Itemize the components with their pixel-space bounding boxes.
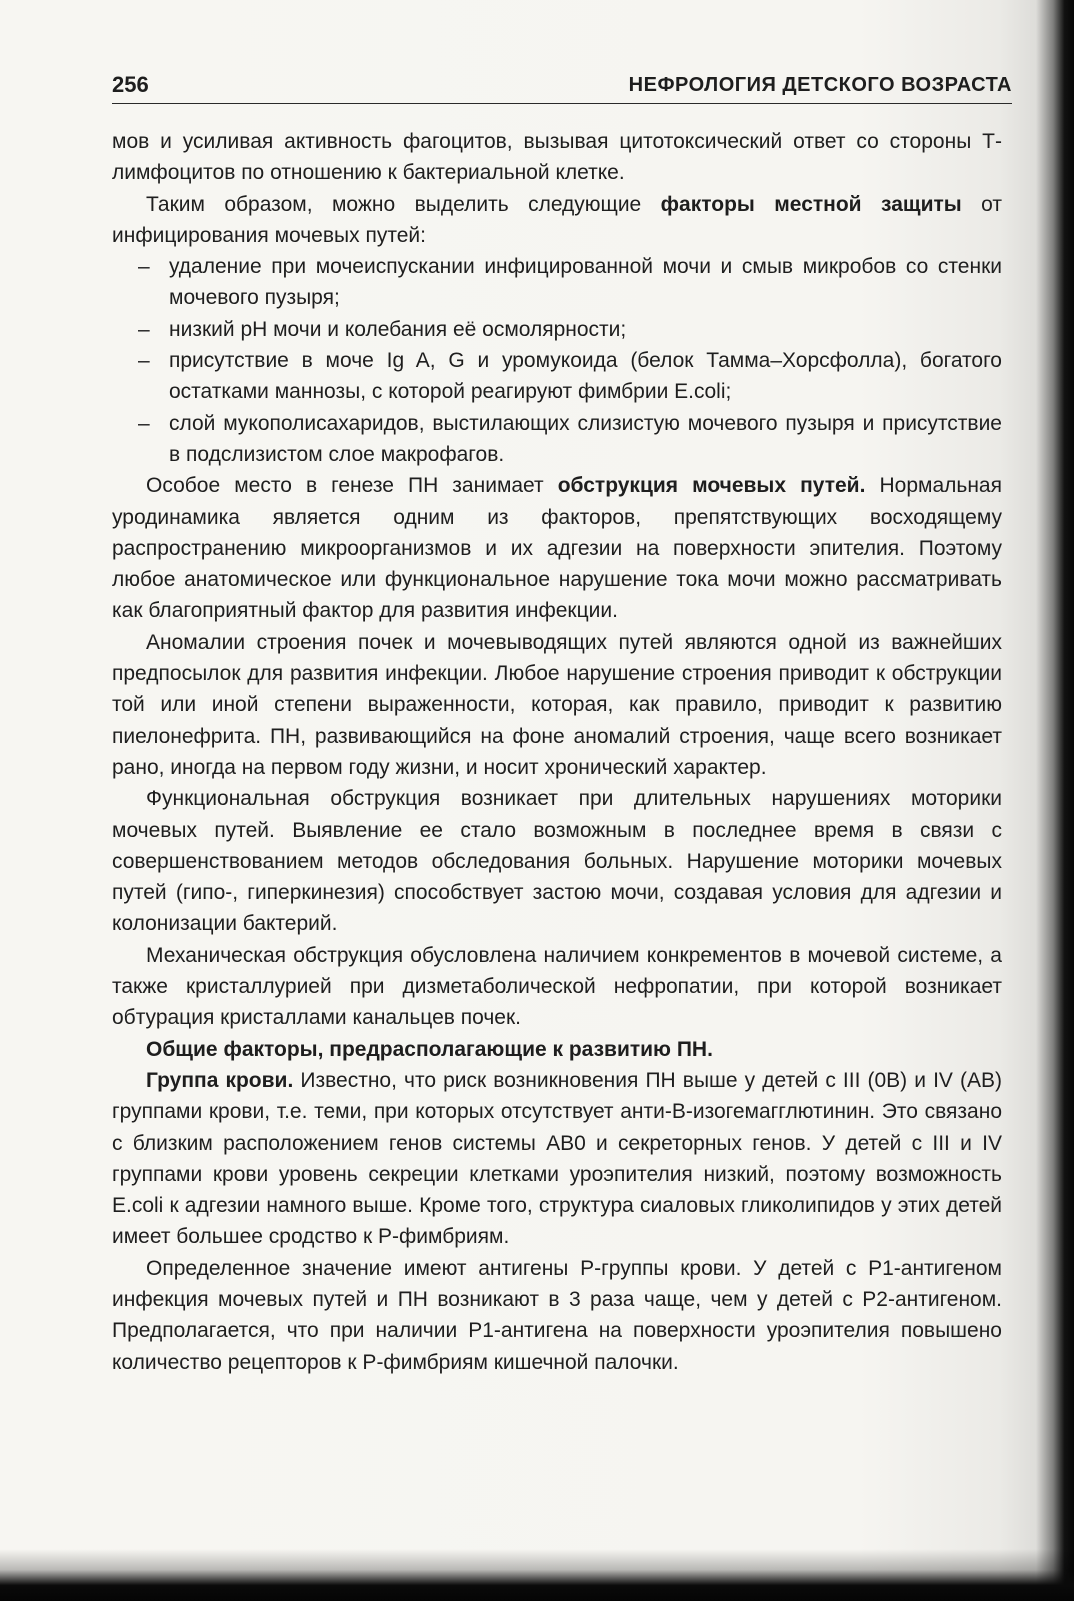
paragraph-text: Известно, что риск возникновения ПН выше у детей с III (0B) и IV (AB) группами крови, т.е. теми, при которых отсутствует анти-В-изогемагглютинин. Это связано с близким расположением генов системы АВ0 и секреторных генов. У детей с III и IV группами крови уровень секреции клетками уроэпителия низкий, поэтому возможность E.coli к адгезии намного выше. Кроме того, структура сиаловых гликолипидов у этих детей имеет большее сродство к Р-фимбриям. xyxy=(112,1068,1002,1249)
page-number: 256 xyxy=(112,72,149,97)
list-dash: – xyxy=(138,317,150,341)
list-item-text: низкий pH мочи и колебания её осмолярности; xyxy=(169,317,627,341)
bold-term: Группа крови. xyxy=(146,1068,294,1092)
paragraph-text: от инфицирования мочевых путей: xyxy=(112,192,1002,247)
list-item xyxy=(112,314,1002,345)
paragraph-text: Особое место в генезе ПН занимает xyxy=(146,474,558,498)
defense-factor-list xyxy=(112,251,1002,470)
page-header xyxy=(112,72,1012,104)
paragraph-blood-group xyxy=(112,1065,1002,1253)
paragraph-p-antigens: Определенное значение имеют антигены Р-группы крови. У детей с Р1-антигеном инфекция мочевых путей и ПН возникают в 3 раза чаще, чем у детей с Р2-антигеном. Предполагается, что при наличии Р1-антигена на поверхности уроэпителия повышено количество рецепторов к Р-фимбриям кишечной палочки. xyxy=(112,1256,1002,1374)
paragraph-text: Таким образом, можно выделить следующие xyxy=(146,192,661,216)
bold-term: обструкция мочевых путей. xyxy=(557,474,866,498)
list-item-text: слой мукополисахаридов, выстилающих слизистую мочевого пузыря и присутствие в подслизистом слое макрофагов. xyxy=(169,411,1002,466)
bold-term: факторы местной защиты xyxy=(660,192,962,216)
header-rule xyxy=(112,103,1012,104)
paragraph-functional-obstruction: Функциональная обструкция возникает при длительных нарушениях моторики мочевых путей. Выявление ее стало возможным в последнее время в связи с совершенствованием методов обследования больных. Нарушение моторики мочевых путей (гипо-, гиперкинезия) способствует застою мочи, создавая условия для адгезии и колонизации бактерий. xyxy=(112,787,1002,936)
paragraph-anomalies: Аномалии строения почек и мочевыводящих путей являются одной из важнейших предпосылок для развития инфекции. Любое нарушение строения приводит к обструкции той или иной степени выраженности, которая, как правило, приводит к развитию пиелонефрита. ПН, развивающийся на фоне аномалий строения, чаще всего возникает рано, иногда на первом году жизни, и носит хронический характер. xyxy=(112,630,1002,779)
paragraph-continuation: мов и усиливая активность фагоцитов, вызывая цитотоксический ответ со стороны Т-лимфоцитов по отношению к бактериальной клетке. xyxy=(112,130,1002,185)
paragraph-text: Нормальная уродинамика является одним из факторов, препятствующих восходящему распространению микроорганизмов и их адгезии на поверхности эпителия. Поэтому любое анатомическое или функциональное нарушение тока мочи можно рассматривать как благоприятный фактор для развития инфекции. xyxy=(112,474,1002,623)
page-body xyxy=(112,126,1002,1378)
list-dash: – xyxy=(138,255,150,279)
book-spine-shadow xyxy=(1036,0,1074,1601)
list-item xyxy=(112,408,1002,471)
list-dash: – xyxy=(138,411,150,435)
list-item xyxy=(112,345,1002,408)
running-title: НЕФРОЛОГИЯ ДЕТСКОГО ВОЗРАСТА xyxy=(628,74,1012,96)
page-bottom-edge xyxy=(0,1549,1074,1601)
list-dash: – xyxy=(138,349,150,373)
paragraph-obstruction xyxy=(112,470,1002,626)
list-item xyxy=(112,251,1002,314)
list-item-text: присутствие в моче Ig A, G и уромукоида (белок Тамма–Хорсфолла), богатого остатками маннозы, с которой реагируют фимбрии E.coli; xyxy=(169,349,1002,404)
paragraph-mechanical-obstruction: Механическая обструкция обусловлена наличием конкрементов в мочевой системе, а также кристаллурией при дизметаболической нефропатии, при которой возникает обтурация кристаллами канальцев почек. xyxy=(112,943,1002,1030)
section-heading-text: Общие факторы, предрасполагающие к развитию ПН. xyxy=(146,1037,713,1061)
list-item-text: удаление при мочеиспускании инфицированной мочи и смыв микробов со стенки мочевого пузыря; xyxy=(169,255,1002,310)
paragraph-local-defense xyxy=(112,189,1002,252)
section-heading xyxy=(112,1034,1002,1065)
